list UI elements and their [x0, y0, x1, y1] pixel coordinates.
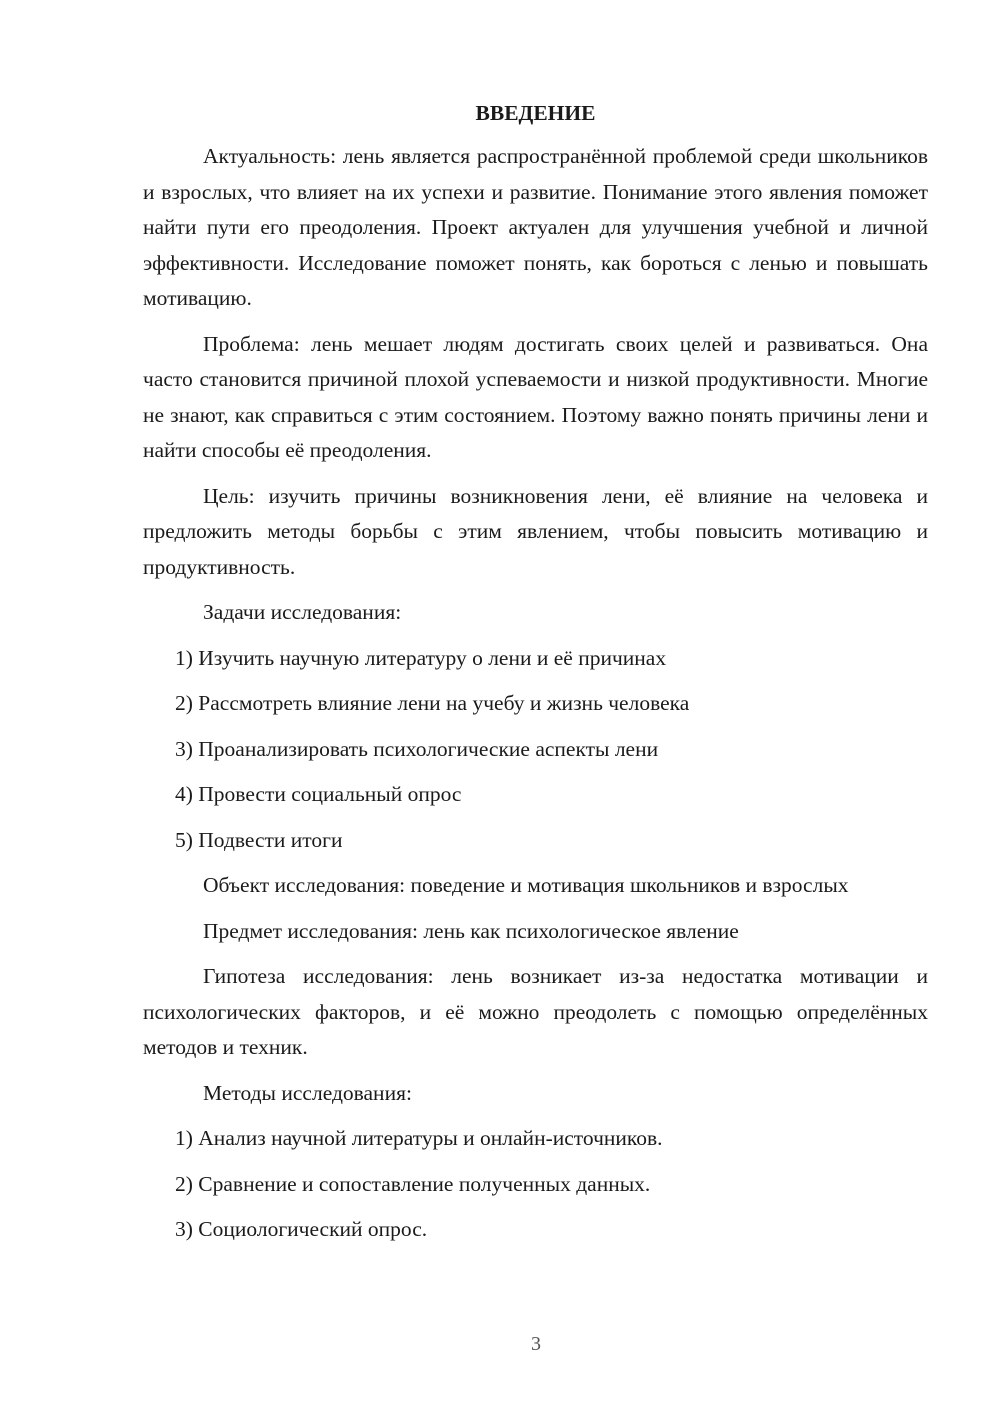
- tasks-list: [143, 641, 928, 859]
- document-body: [143, 95, 928, 1248]
- problem-paragraph: Проблема: лень мешает людям достигать своих целей и развиваться. Она часто становится причиной плохой успеваемости и низкой продуктивности. Многие не знают, как справиться с этим состоянием. Поэтому важно понять причины лени и найти способы её преодоления.: [143, 331, 928, 462]
- section-heading: ВВЕДЕНИЕ: [475, 101, 596, 125]
- list-item: 2) Рассмотреть влияние лени на учебу и жизнь человека: [175, 691, 690, 715]
- page-number: 3: [531, 1333, 541, 1355]
- goal-paragraph: Цель: изучить причины возникновения лени, её влияние на человека и предложить методы борьбы с этим явлением, чтобы повысить мотивацию и продуктивность.: [143, 483, 928, 579]
- hypothesis-paragraph: Гипотеза исследования: лень возникает из-за недостатка мотивации и психологических факторов, и её можно преодолеть с помощью определённых методов и техник.: [143, 964, 928, 1059]
- tasks-title: Задачи исследования:: [203, 600, 402, 624]
- relevance-paragraph: Актуальность: лень является распространённой проблемой среди школьников и взрослых, что влияет на их успехи и развитие. Понимание этого явления поможет найти пути его преодоления. Проект актуален для улучшения учебной и личной эффективности. Исследование поможет понять, как бороться с ленью и повышать мотивацию.: [143, 144, 928, 310]
- list-item: 4) Провести социальный опрос: [175, 782, 462, 806]
- list-item: 3) Проанализировать психологические аспекты лени: [175, 736, 659, 761]
- methods-list: [143, 1121, 928, 1248]
- list-item: 1) Анализ научной литературы и онлайн-источников.: [175, 1126, 663, 1150]
- list-item: 3) Социологический опрос.: [175, 1217, 428, 1241]
- object-paragraph: Объект исследования: поведение и мотивация школьников и взрослых: [203, 873, 849, 897]
- list-item: 1) Изучить научную литературу о лени и её причинах: [175, 645, 667, 670]
- list-item: 5) Подвести итоги: [175, 827, 343, 852]
- methods-title: Методы исследования:: [203, 1080, 412, 1105]
- subject-paragraph: Предмет исследования: лень как психологическое явление: [203, 918, 739, 943]
- list-item: 2) Сравнение и сопоставление полученных данных.: [175, 1171, 651, 1196]
